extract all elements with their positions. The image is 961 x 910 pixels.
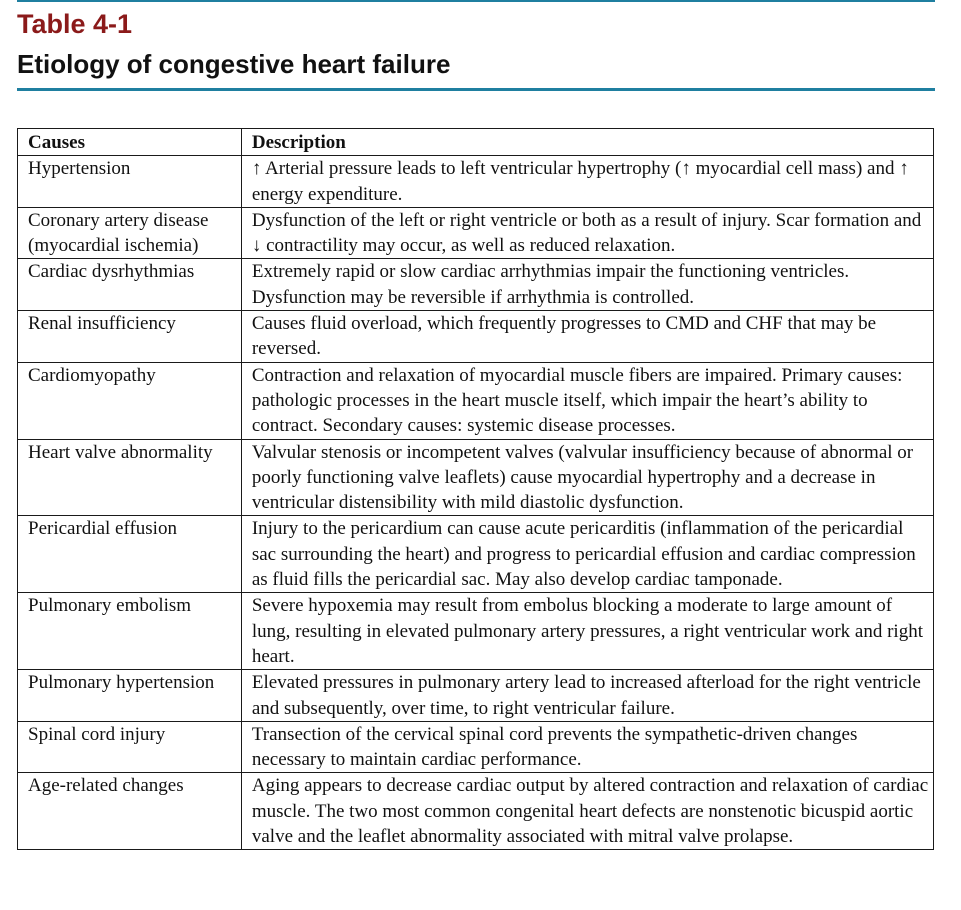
- description-cell: Severe hypoxemia may result from embolus blocking a moderate to large amount of lung, resulting in elevated pulmonary artery pressures, a right ventricular work and right heart.: [241, 593, 933, 670]
- cause-cell: Pulmonary embolism: [18, 593, 242, 670]
- etiology-table: [17, 128, 934, 850]
- description-cell: Transection of the cervical spinal cord prevents the sympathetic-driven changes necessary to maintain cardiac performance.: [241, 721, 933, 773]
- description-cell: Aging appears to decrease cardiac output by altered contraction and relaxation of cardiac muscle. The two most common congenital heart defects are nonstenotic bicuspid aortic valve and the leaflet abnormality associated with mitral valve prolapse.: [241, 773, 933, 850]
- description-cell: Elevated pressures in pulmonary artery lead to increased afterload for the right ventricle and subsequently, over time, to right ventricular failure.: [241, 670, 933, 722]
- description-cell: Extremely rapid or slow cardiac arrhythmias impair the functioning ventricles. Dysfunction may be reversible if arrhythmia is controlled.: [241, 259, 933, 311]
- cause-cell: Pericardial effusion: [18, 516, 242, 593]
- table-row: [18, 207, 934, 259]
- table-row: [18, 721, 934, 773]
- description-cell: Injury to the pericardium can cause acute pericarditis (inflammation of the pericardial sac surrounding the heart) and progress to pericardial effusion and cardiac compression as fluid fills the pericardial sac. May also develop cardiac tamponade.: [241, 516, 933, 593]
- table-row: [18, 439, 934, 516]
- column-header-description: Description: [241, 129, 933, 156]
- table-row: [18, 311, 934, 363]
- description-cell: Contraction and relaxation of myocardial muscle fibers are impaired. Primary causes: pathologic processes in the heart muscle itself, which impair the heart’s ability to contract. Secondary causes: systemic disease processes.: [241, 362, 933, 439]
- column-header-causes: Causes: [18, 129, 242, 156]
- cause-cell: Spinal cord injury: [18, 721, 242, 773]
- table-row: [18, 670, 934, 722]
- table-row: [18, 259, 934, 311]
- cause-cell: Cardiomyopathy: [18, 362, 242, 439]
- cause-cell: Pulmonary hypertension: [18, 670, 242, 722]
- table-title: Etiology of congestive heart failure: [17, 49, 451, 79]
- cause-cell: Coronary artery disease (myocardial ischemia): [18, 207, 242, 259]
- table-header-row: [18, 129, 934, 156]
- cause-cell: Age-related changes: [18, 773, 242, 850]
- table-row: [18, 516, 934, 593]
- cause-cell: Cardiac dysrhythmias: [18, 259, 242, 311]
- table-row: [18, 156, 934, 208]
- description-cell: Valvular stenosis or incompetent valves (valvular insufficiency because of abnormal or poorly functioning valve leaflets) cause myocardial hypertrophy and a decrease in ventricular distensibility with mild diastolic dysfunction.: [241, 439, 933, 516]
- top-rule: [17, 0, 935, 2]
- cause-cell: Hypertension: [18, 156, 242, 208]
- title-rule: [17, 88, 935, 91]
- description-cell: Causes fluid overload, which frequently progresses to CMD and CHF that may be reversed.: [241, 311, 933, 363]
- table-row: [18, 362, 934, 439]
- cause-cell: Renal insufficiency: [18, 311, 242, 363]
- cause-cell: Heart valve abnormality: [18, 439, 242, 516]
- table-row: [18, 593, 934, 670]
- description-cell: Dysfunction of the left or right ventricle or both as a result of injury. Scar formation and ↓ contractility may occur, as well as reduced relaxation.: [241, 207, 933, 259]
- table-row: [18, 773, 934, 850]
- description-cell: ↑ Arterial pressure leads to left ventricular hypertrophy (↑ myocardial cell mass) and ↑ energy expenditure.: [241, 156, 933, 208]
- table-label: Table 4-1: [17, 9, 133, 39]
